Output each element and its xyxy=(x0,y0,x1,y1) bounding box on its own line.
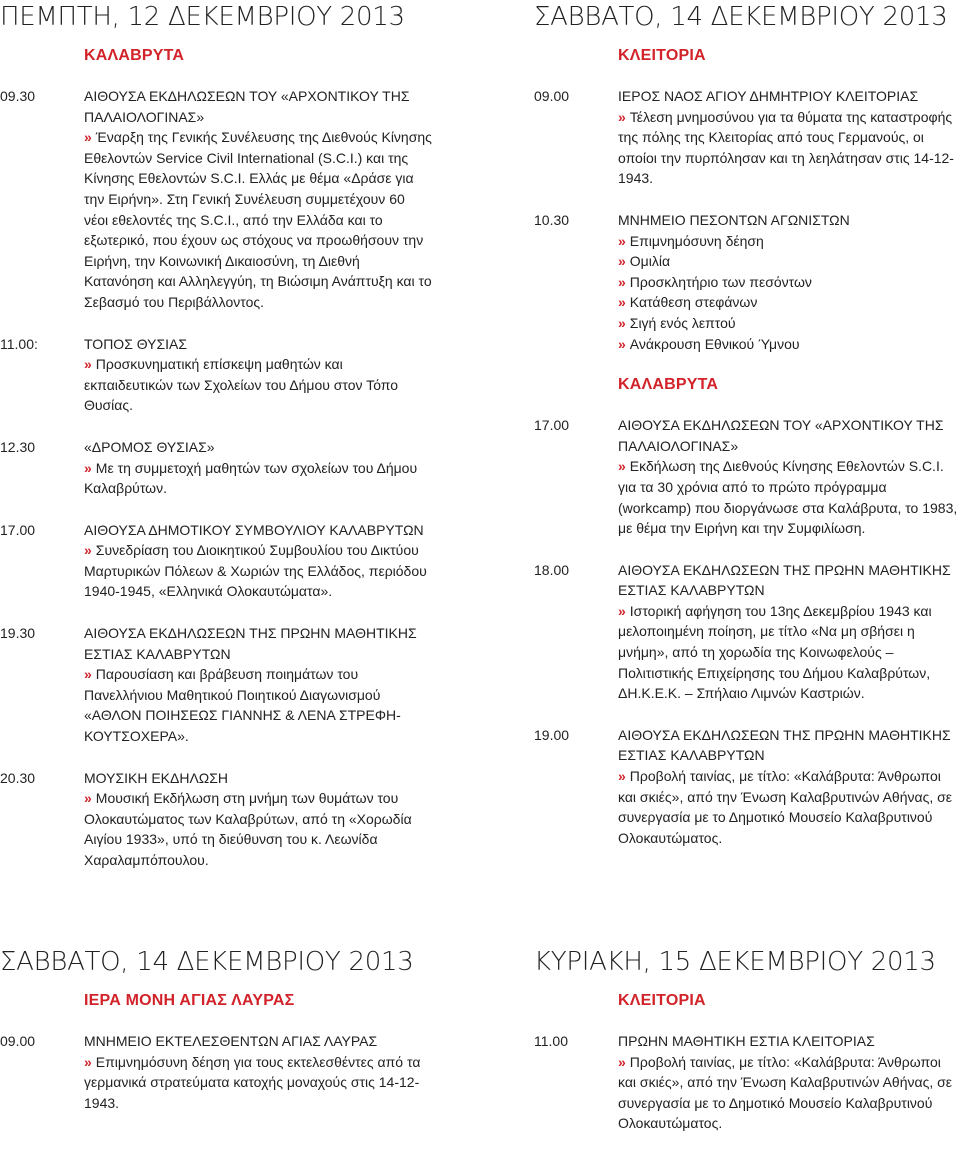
event-detail-text: Εκδήλωση της Διεθνούς Κίνησης Εθελοντών S.C.I. για τα 30 χρόνια από το πρώτο πρόγραμμα (workcamp) που διοργάνωσε στα Καλάβρυτα, το 1983, με θέμα την Ειρήνη και την Συμφιλίωση. xyxy=(618,458,958,537)
event-item xyxy=(0,86,432,313)
event-time: 12.30 xyxy=(0,438,36,455)
event-time: 09.30 xyxy=(0,88,36,104)
place-heading: ΚΛΕΙΤΟΡΙΑ xyxy=(618,47,706,64)
bullet-arrow-icon: » xyxy=(618,1053,626,1070)
event-detail-text: Έναρξη της Γενικής Συνέλευσης της Διεθνούς Κίνησης Εθελοντών Service Civil International (S.C.I.) και της Κίνησης Εθελοντών S.C.I. Ελλάς με θέμα «Δράσε για την Ειρήνη». Στη Γενική Συνέλευση συμμετέχουν 60 νέοι εθελοντές της S.C.I., από την Ελλάδα και το εξωτερικό, που έχουν ως στόχους να προωθήσουν την Ειρήνη, την Κοινωνική Δικαιοσύνη, τη Διεθνή Κατανόηση και Αλληλεγγύη, τη Βιώσιμη Ανάπτυξη και το Σεβασμό του Περιβάλλοντος. xyxy=(84,129,432,310)
event-item xyxy=(0,520,432,602)
event-detail xyxy=(618,456,960,538)
event-item xyxy=(0,1031,432,1113)
event-title: ΑΙΘΟΥΣΑ ΔΗΜΟΤΙΚΟΥ ΣΥΜΒΟΥΛΙΟΥ ΚΑΛΑΒΡΥΤΩΝ xyxy=(84,521,424,538)
event-detail xyxy=(84,127,432,312)
event-detail xyxy=(84,1052,432,1114)
bullet-arrow-icon: » xyxy=(84,542,92,559)
event-detail-text: Προβολή ταινίας, με τίτλο: «Καλάβρυτα: Άνθρωποι και σκιές», από την Ένωση Καλαβρυτινών Αθήνας, σε συνεργασία με το Δημοτικό Μουσείο Καλαβρυτινού Ολοκαυτώματος. xyxy=(618,768,953,846)
event-detail-text: Μουσική Εκδήλωση στη μνήμη των θυμάτων του Ολοκαυτώματος των Καλαβρύτων, από τη «Χορωδία Αιγίου 1933», υπό τη διεύθυνση του κ. Λεωνίδα Χαραλαμπόπουλου. xyxy=(84,790,412,868)
event-detail xyxy=(84,354,432,416)
event-detail xyxy=(84,458,432,499)
event-time: 17.00 xyxy=(0,521,36,538)
bullet-arrow-icon: » xyxy=(618,768,626,785)
section-thursday xyxy=(0,0,432,892)
bullet-arrow-icon: » xyxy=(84,356,92,373)
event-detail-text: Επιμνημόσυνη δέηση για τους εκτελεσθέντες από τα γερμανικά στρατεύματα κατοχής μοναχούς στις 14-12-1943. xyxy=(84,1053,421,1111)
event-detail xyxy=(618,334,960,355)
event-item xyxy=(0,768,432,871)
event-title: ΙΕΡΟΣ ΝΑΟΣ ΑΓΙΟΥ ΔΗΜΗΤΡΙΟΥ ΚΛΕΙΤΟΡΙΑΣ xyxy=(618,88,919,104)
event-body xyxy=(618,560,960,704)
place-heading: ΚΑΛΑΒΡΥΤΑ xyxy=(84,47,185,64)
day-heading: ΣΑΒΒΑΤΟ, 14 ΔΕΚΕΜΒΡΙΟΥ 2013 xyxy=(534,2,948,32)
event-title: ΜΟΥΣΙΚΗ ΕΚΔΗΛΩΣΗ xyxy=(84,769,229,786)
event-detail-text: Σιγή ενός λεπτού xyxy=(629,314,736,331)
place-heading: ΚΑΛΑΒΡΥΤΑ xyxy=(618,376,719,394)
event-detail-text: Τέλεση μνημοσύνου για τα θύματα της καταστροφής της πόλης της Κλειτορίας από τους Γερμανούς, οι οποίοι την πυρπόλησαν και τη λεηλάτησαν στις 14-12-1943. xyxy=(618,108,954,187)
event-title: ΠΡΩΗΝ ΜΑΘΗΤΙΚΗ ΕΣΤΙΑ ΚΛΕΙΤΟΡΙΑΣ xyxy=(618,1033,875,1049)
event-detail-text: Ανάκρουση Εθνικού Ύμνου xyxy=(629,335,800,352)
event-detail-text: Προβολή ταινίας, με τίτλο: «Καλάβρυτα: Άνθρωποι και σκιές», από την Ένωση Καλαβρυτινών Αθήνας, σε συνεργασία με το Δημοτικό Μουσείο Καλαβρυτινού Ολοκαυτώματος. xyxy=(618,1053,953,1132)
place-heading: ΙΕΡΑ ΜΟΝΗ ΑΓΙΑΣ ΛΑΥΡΑΣ xyxy=(84,992,295,1009)
event-body xyxy=(84,768,432,871)
event-item xyxy=(0,623,432,747)
event-time: 19.30 xyxy=(0,625,36,642)
event-time: 09.00 xyxy=(0,1033,36,1049)
event-title: ΤΟΠΟΣ ΘΥΣΙΑΣ xyxy=(84,335,188,352)
event-detail-text: Ομιλία xyxy=(629,253,671,270)
event-detail-text: Με τη συμμετοχή μαθητών των σχολείων του Δήμου Καλαβρύτων. xyxy=(84,459,418,497)
event-time: 09.00 xyxy=(534,88,570,104)
event-item xyxy=(534,210,960,354)
event-detail xyxy=(84,540,432,602)
bullet-arrow-icon: » xyxy=(618,602,626,619)
event-time: 17.00 xyxy=(534,417,570,434)
event-body xyxy=(84,334,432,416)
day-heading: ΠΕΜΠΤΗ, 12 ΔΕΚΕΜΒΡΙΟΥ 2013 xyxy=(0,2,405,32)
bullet-arrow-icon: » xyxy=(618,294,626,311)
event-detail-text: Προσκλητήριο των πεσόντων xyxy=(629,273,812,290)
section-sunday xyxy=(534,945,960,1155)
event-detail xyxy=(618,766,960,848)
event-detail xyxy=(618,272,960,293)
event-detail xyxy=(618,107,960,189)
event-detail-text: Συνεδρίαση του Διοικητικού Συμβουλίου του Δικτύου Μαρτυρικών Πόλεων & Χωριών της Ελλάδος, περιόδου 1940-1945, «Ελληνικά Ολοκαυτώματα». xyxy=(84,542,427,600)
event-title: ΜΝΗΜΕΙΟ ΠΕΣΟΝΤΩΝ ΑΓΩΝΙΣΤΩΝ xyxy=(618,211,850,228)
bullet-arrow-icon: » xyxy=(618,458,626,475)
bullet-arrow-icon: » xyxy=(84,129,92,146)
bullet-arrow-icon: » xyxy=(618,314,626,331)
section-saturday-kleitoria xyxy=(534,0,960,869)
bullet-arrow-icon: » xyxy=(618,232,626,249)
event-item xyxy=(0,437,432,499)
bullet-arrow-icon: » xyxy=(84,1053,92,1070)
event-detail-text: Ιστορική αφήγηση του 13ης Δεκεμβρίου 1943 και μελοποιημένη ποίηση, με τίτλο «Να μη σβήσει η μνήμη», από τη χορωδία της Κοινωφελούς – Πολιτιστικής Επιχείρησης του Δήμου Καλαβρύτων, ΔΗ.Κ.Ε.Κ. – Σπήλαιο Λιμνών Καστριών. xyxy=(618,602,932,702)
event-title: ΜΝΗΜΕΙΟ ΕΚΤΕΛΕΣΘΕΝΤΩΝ ΑΓΙΑΣ ΛΑΥΡΑΣ xyxy=(84,1033,378,1049)
event-item xyxy=(534,415,960,539)
event-detail xyxy=(618,1052,960,1134)
bullet-arrow-icon: » xyxy=(84,666,92,683)
event-detail-text: Επιμνημόσυνη δέηση xyxy=(629,232,764,249)
event-body xyxy=(84,437,432,499)
event-body xyxy=(618,210,960,354)
event-title: ΑΙΘΟΥΣΑ ΕΚΔΗΛΩΣΕΩΝ ΤΗΣ ΠΡΩΗΝ ΜΑΘΗΤΙΚΗΣ ΕΣΤΙΑΣ ΚΑΛΑΒΡΥΤΩΝ xyxy=(618,726,951,764)
event-item xyxy=(534,86,960,189)
event-body xyxy=(618,725,960,849)
event-body xyxy=(618,415,960,539)
event-detail xyxy=(618,601,960,704)
event-detail xyxy=(618,292,960,313)
event-title: ΑΙΘΟΥΣΑ ΕΚΔΗΛΩΣΕΩΝ ΤΗΣ ΠΡΩΗΝ ΜΑΘΗΤΙΚΗΣ ΕΣΤΙΑΣ ΚΑΛΑΒΡΥΤΩΝ xyxy=(618,561,951,599)
event-detail xyxy=(618,251,960,272)
event-detail-text: Κατάθεση στεφάνων xyxy=(629,294,758,311)
event-item xyxy=(534,560,960,704)
bullet-arrow-icon: » xyxy=(618,335,626,352)
event-detail xyxy=(84,788,432,870)
event-body xyxy=(618,1031,960,1134)
event-title: «ΔΡΟΜΟΣ ΘΥΣΙΑΣ» xyxy=(84,438,215,455)
event-body xyxy=(84,520,432,602)
event-detail-text: Προσκυνηματική επίσκεψη μαθητών και εκπαιδευτικών των Σχολείων του Δήμου στον Τόπο Θυσίας. xyxy=(84,356,399,414)
event-time: 11.00: xyxy=(0,335,38,352)
event-item xyxy=(534,1031,960,1134)
event-title: ΑΙΘΟΥΣΑ ΕΚΔΗΛΩΣΕΩΝ ΤΗΣ ΠΡΩΗΝ ΜΑΘΗΤΙΚΗΣ ΕΣΤΙΑΣ ΚΑΛΑΒΡΥΤΩΝ xyxy=(84,625,417,662)
event-time: 18.00 xyxy=(534,561,570,578)
event-detail xyxy=(618,313,960,334)
place-heading: ΚΛΕΙΤΟΡΙΑ xyxy=(618,992,706,1009)
event-body xyxy=(84,623,432,747)
section-saturday-lavra xyxy=(0,945,432,1134)
event-detail xyxy=(618,231,960,252)
bullet-arrow-icon: » xyxy=(84,790,92,807)
day-heading: ΚΥΡΙΑΚΗ, 15 ΔΕΚΕΜΒΡΙΟΥ 2013 xyxy=(534,947,936,977)
event-item xyxy=(0,334,432,416)
event-time: 20.30 xyxy=(0,769,36,786)
bullet-arrow-icon: » xyxy=(84,459,92,476)
event-time: 19.00 xyxy=(534,726,570,743)
event-title: ΑΙΘΟΥΣΑ ΕΚΔΗΛΩΣΕΩΝ ΤΟΥ «ΑΡΧΟΝΤΙΚΟΥ ΤΗΣ ΠΑΛΑΙΟΛΟΓΙΝΑΣ» xyxy=(618,417,944,454)
day-heading: ΣΑΒΒΑΤΟ, 14 ΔΕΚΕΜΒΡΙΟΥ 2013 xyxy=(0,947,414,977)
event-time: 11.00 xyxy=(534,1033,568,1049)
event-title: ΑΙΘΟΥΣΑ ΕΚΔΗΛΩΣΕΩΝ ΤΟΥ «ΑΡΧΟΝΤΙΚΟΥ ΤΗΣ ΠΑΛΑΙΟΛΟΓΙΝΑΣ» xyxy=(84,88,410,125)
event-body xyxy=(618,86,960,189)
event-body xyxy=(84,86,432,313)
bullet-arrow-icon: » xyxy=(618,273,626,290)
event-detail xyxy=(84,664,432,746)
event-time: 10.30 xyxy=(534,211,570,228)
bullet-arrow-icon: » xyxy=(618,253,626,270)
event-body xyxy=(84,1031,432,1113)
event-item xyxy=(534,725,960,849)
bullet-arrow-icon: » xyxy=(618,108,626,125)
event-detail-text: Παρουσίαση και βράβευση ποιημάτων του Πανελλήνιου Μαθητικού Ποιητικού Διαγωνισμού «ΑΘΛΟΝ ΠΟΙΗΣΕΩΣ ΓΙΑΝΝΗΣ & ΛΕΝΑ ΣΤΡΕΦΗ-ΚΟΥΤΣΟΧΕΡΑ». xyxy=(84,666,401,745)
